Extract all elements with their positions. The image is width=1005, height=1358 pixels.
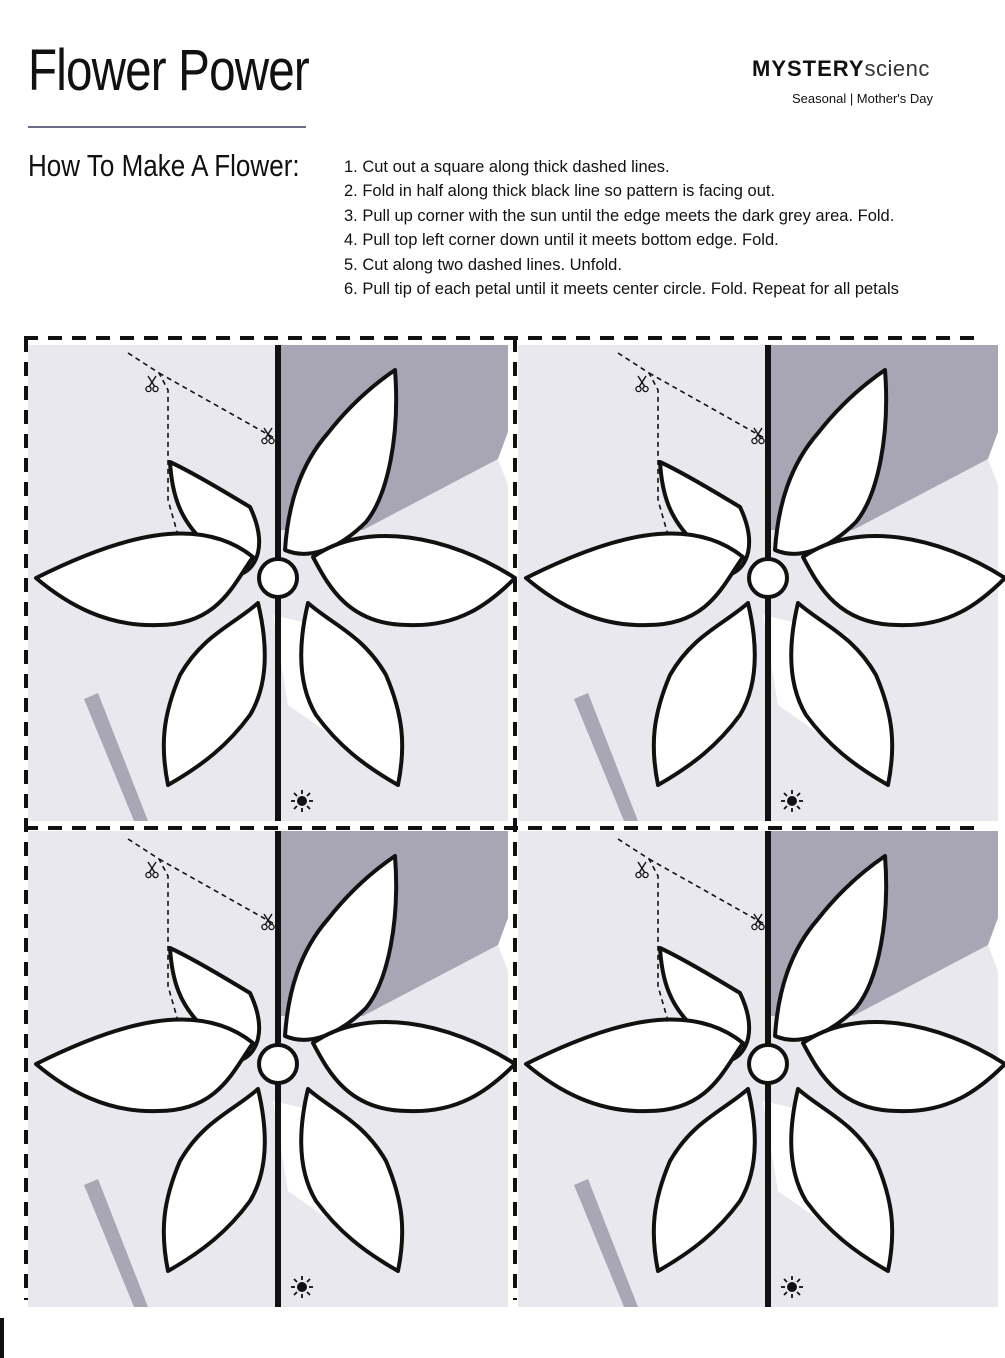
page-title: Flower Power	[28, 38, 309, 103]
instruction-step-6: 6. Pull tip of each petal until it meets center circle. Fold. Repeat for all petals	[344, 280, 899, 299]
instruction-step-4: 4. Pull top left corner down until it meets bottom edge. Fold.	[344, 231, 779, 250]
category-subtitle: Seasonal | Mother's Day	[792, 91, 933, 106]
flower-template-3	[28, 831, 515, 1307]
brand-logo-light: scienc	[864, 56, 930, 81]
instruction-step-2: 2. Fold in half along thick black line so pattern is facing out.	[344, 182, 776, 201]
instructions-heading: How To Make A Flower:	[28, 148, 300, 183]
flower-template-4	[518, 831, 1005, 1307]
brand-logo-bold: MYSTERY	[752, 56, 865, 81]
page-edge-mark	[0, 1318, 4, 1358]
flower-template-1	[28, 345, 515, 821]
instruction-step-3: 3. Pull up corner with the sun until the edge meets the dark grey area. Fold.	[344, 206, 895, 225]
flower-template-2	[518, 345, 1005, 821]
instruction-step-5: 5. Cut along two dashed lines. Unfold.	[344, 255, 622, 274]
instruction-step-1: 1. Cut out a square along thick dashed lines.	[344, 158, 670, 176]
